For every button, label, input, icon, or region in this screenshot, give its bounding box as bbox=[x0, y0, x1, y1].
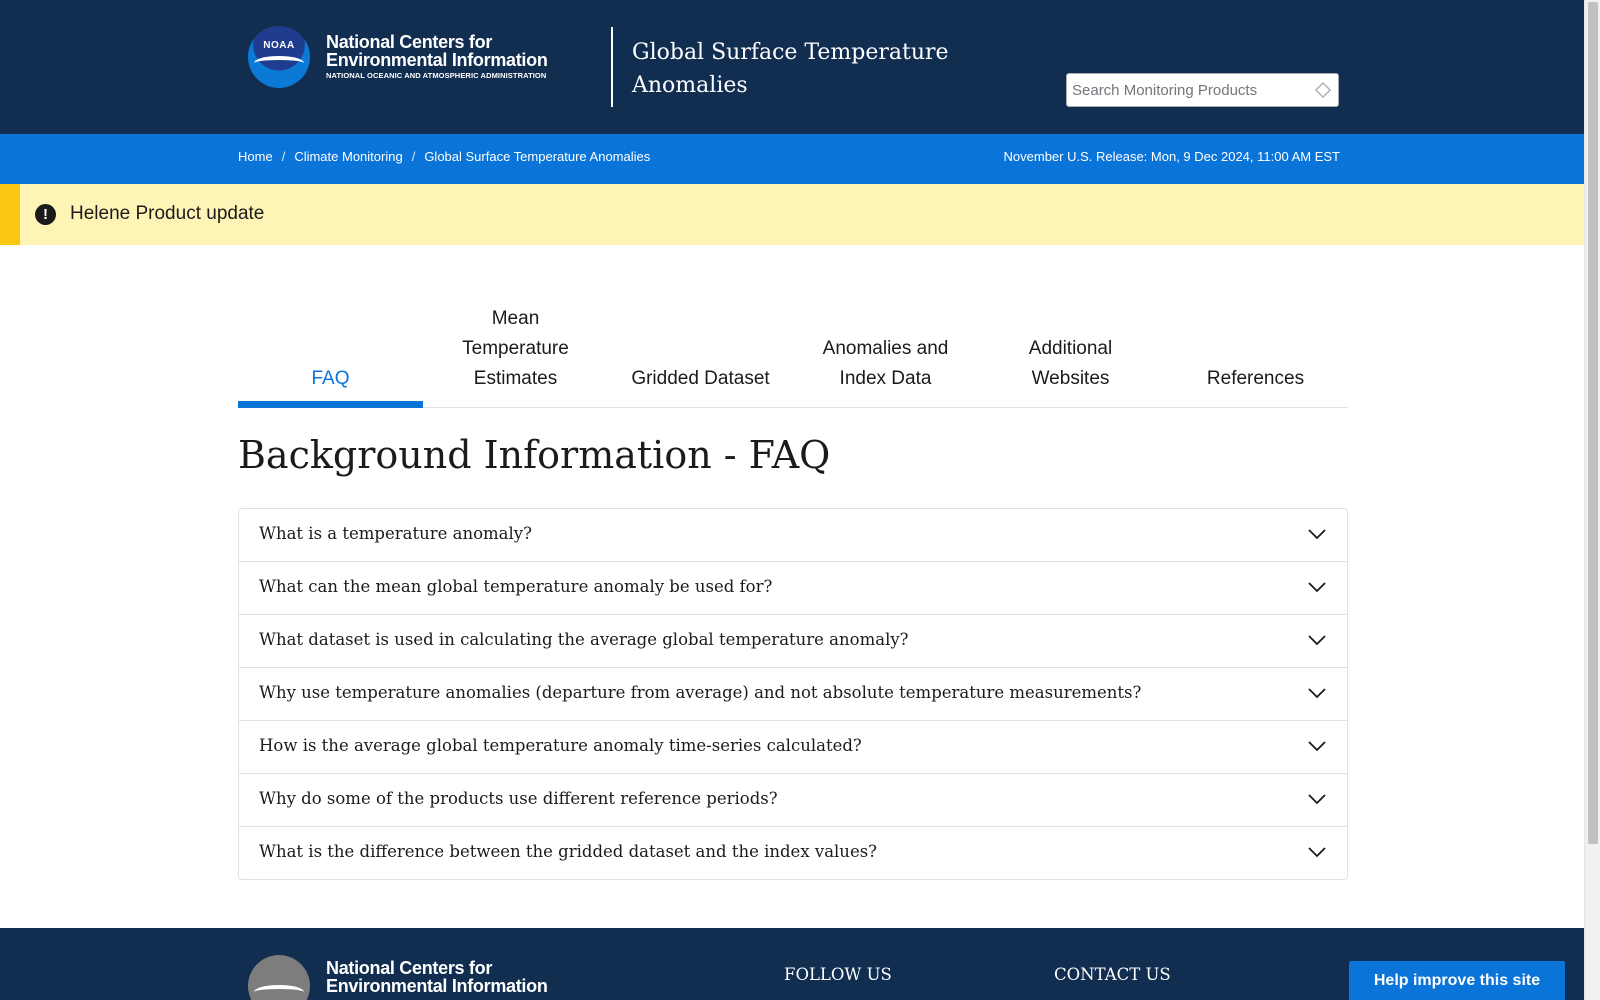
tab-anomalies-index-data[interactable] bbox=[793, 305, 978, 407]
faq-question: What is the difference between the gridded dataset and the index values? bbox=[259, 842, 878, 861]
alert-link[interactable]: Helene Product update bbox=[70, 203, 265, 224]
tab-label: Anomalies and Index Data bbox=[822, 338, 949, 389]
faq-question: Why use temperature anomalies (departure from average) and not absolute temperature measurements? bbox=[259, 683, 1142, 702]
faq-accordion bbox=[238, 508, 1348, 880]
faq-question: What is a temperature anomaly? bbox=[259, 524, 532, 543]
search-input[interactable] bbox=[1067, 74, 1307, 106]
release-info: November U.S. Release: Mon, 9 Dec 2024, 11:00 AM EST bbox=[1003, 149, 1340, 164]
tab-additional-websites[interactable] bbox=[978, 305, 1163, 407]
chevron-down-icon bbox=[1307, 527, 1327, 541]
chevron-down-icon bbox=[1307, 580, 1327, 594]
breadcrumb-current[interactable]: Global Surface Temperature Anomalies bbox=[424, 149, 651, 164]
help-improve-button[interactable]: Help improve this site bbox=[1349, 961, 1565, 1000]
ncei-logo[interactable] bbox=[248, 26, 548, 88]
breadcrumb bbox=[238, 149, 650, 164]
section-heading: Background Information - FAQ bbox=[238, 433, 831, 477]
alert-stripe bbox=[0, 184, 20, 245]
header-divider bbox=[611, 27, 613, 107]
noaa-seal-icon bbox=[248, 955, 310, 1000]
chevron-down-icon bbox=[1307, 845, 1327, 859]
chevron-down-icon bbox=[1307, 792, 1327, 806]
logo-text bbox=[326, 33, 548, 82]
faq-item[interactable] bbox=[239, 721, 1347, 774]
footer-contact-us: CONTACT US bbox=[1054, 965, 1171, 984]
logo-line-3: NATIONAL OCEANIC AND ATMOSPHERIC ADMINISTRATION bbox=[326, 70, 547, 80]
footer-logo-line-2: Environmental Information bbox=[326, 976, 548, 996]
tab-label: Additional Websites bbox=[1028, 338, 1113, 389]
tab-list bbox=[238, 305, 1348, 408]
faq-item[interactable] bbox=[239, 827, 1347, 879]
tab-label: Mean Temperature Estimates bbox=[462, 308, 569, 389]
faq-question: What can the mean global temperature anomaly be used for? bbox=[259, 577, 773, 596]
faq-question: How is the average global temperature anomaly time-series calculated? bbox=[259, 736, 862, 755]
page-title: Global Surface Temperature Anomalies bbox=[632, 40, 949, 98]
chevron-down-icon bbox=[1307, 739, 1327, 753]
breadcrumb-bar bbox=[0, 134, 1584, 184]
exclamation-circle-icon: ! bbox=[35, 204, 56, 225]
site-footer bbox=[0, 928, 1584, 1000]
tab-faq[interactable]: FAQ bbox=[238, 305, 423, 407]
scrollbar-thumb[interactable] bbox=[1588, 2, 1598, 844]
faq-question: What dataset is used in calculating the average global temperature anomaly? bbox=[259, 630, 909, 649]
seal-wave bbox=[254, 985, 304, 999]
faq-item[interactable] bbox=[239, 615, 1347, 668]
site-header bbox=[0, 0, 1584, 134]
faq-item[interactable] bbox=[239, 774, 1347, 827]
alert-banner bbox=[0, 184, 1584, 245]
seal-wave bbox=[254, 56, 304, 70]
faq-item[interactable] bbox=[239, 509, 1347, 562]
faq-item[interactable] bbox=[239, 562, 1347, 615]
logo-line-2: Environmental Information bbox=[326, 49, 548, 70]
search-icon[interactable] bbox=[1314, 81, 1332, 99]
page-scrollbar[interactable] bbox=[1584, 0, 1600, 1000]
noaa-seal-text: NOAA bbox=[263, 40, 295, 51]
tab-mean-temperature-estimates[interactable] bbox=[423, 305, 608, 407]
breadcrumb-home[interactable]: Home bbox=[238, 149, 273, 164]
footer-logo-line-1: National Centers for bbox=[326, 958, 493, 978]
faq-item[interactable] bbox=[239, 668, 1347, 721]
chevron-down-icon bbox=[1307, 686, 1327, 700]
breadcrumb-separator: / bbox=[411, 149, 416, 164]
search-box bbox=[1066, 73, 1339, 107]
noaa-seal-icon bbox=[248, 26, 310, 88]
footer-ncei-logo[interactable] bbox=[248, 955, 548, 1000]
tab-references[interactable]: References bbox=[1206, 368, 1305, 389]
footer-follow-us: FOLLOW US bbox=[784, 965, 892, 984]
breadcrumb-climate-monitoring[interactable]: Climate Monitoring bbox=[294, 149, 403, 164]
breadcrumb-separator: / bbox=[281, 149, 286, 164]
logo-line-1: National Centers for bbox=[326, 31, 493, 52]
footer-logo-text bbox=[326, 959, 548, 996]
faq-question: Why do some of the products use different reference periods? bbox=[259, 789, 778, 808]
chevron-down-icon bbox=[1307, 633, 1327, 647]
tab-gridded-dataset[interactable]: Gridded Dataset bbox=[631, 368, 770, 389]
